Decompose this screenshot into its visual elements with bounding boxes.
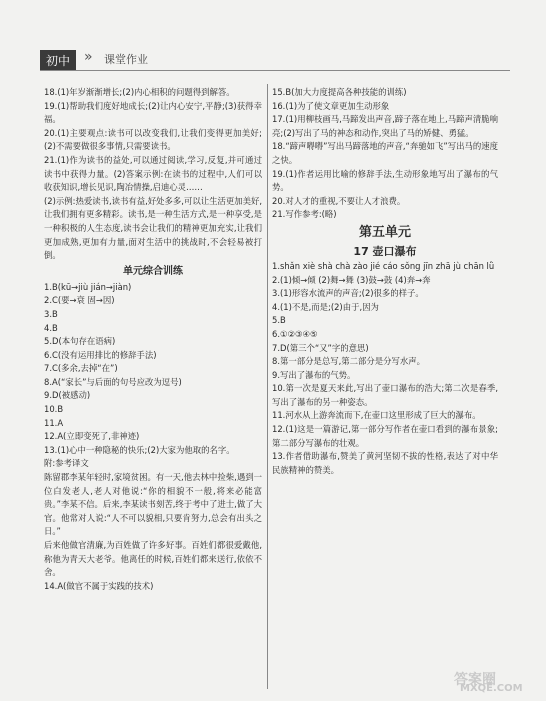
answer-16: 16.(1)为了使文章更加生动形象 <box>272 100 390 111</box>
list-item: 13.作者借助瀑布,赞美了黄河坚韧不拔的性格,表达了对中华民族精神的赞美。 <box>272 451 498 475</box>
column-divider <box>267 84 268 689</box>
watermark-text: 答案圈 <box>454 672 496 688</box>
answer-18: 18.(1)年岁渐渐增长;(2)内心相积的问题得到解答。 <box>44 87 235 97</box>
right-column <box>272 86 498 477</box>
answer-21: 21.(1)作为读书的益处,可以通过阅读,学习,反复,并可通过读书中获得力量。(2)答案示例:在读书的过程中,人们可以收获知识,增长见识,陶冶情操,启迪心灵…… <box>44 154 262 193</box>
list-item: 11.河水从上游奔流而下,在壶口这里形成了巨大的瀑布。 <box>272 410 481 421</box>
header-rule <box>40 70 510 71</box>
list-item: 3.(1)形容水流声的声音;(2)很多的样子。 <box>272 288 424 299</box>
list-item: 7.D(第三个“又”字的意思) <box>272 342 369 353</box>
grade-tag: 初中 <box>40 50 76 71</box>
answer-20: 20.(1)主要观点:读书可以改变我们,让我们变得更加美好;(2)不需要做很多事情,只需要读书。 <box>44 127 262 152</box>
left-column <box>44 86 262 593</box>
list-item: 1.shǎn xiè shà chà zào jié cáo sǒng jīn zhā jù chān lǜ <box>272 260 495 271</box>
list-item: 6.①②③④⑤ <box>272 328 318 339</box>
list-item: 5.D(本句存在语病) <box>44 336 116 347</box>
list-item: 12.(1)这是一篇游记,第一部分写作者在壶口看到的瀑布景象;第二部分写瀑布的壮观。 <box>272 424 498 448</box>
list-item: 4.(1)不是,而是;(2)由于,因为 <box>272 301 379 312</box>
list-item: 13.(1)心中一种隐秘的快乐;(2)大家为他取的名字。 <box>44 444 235 455</box>
list-item: 1.B(kū→jiù jián→jiàn) <box>44 281 132 292</box>
list-item: 5.B <box>272 315 286 326</box>
answer-19: 19.(1)作者运用比喻的修辞手法,生动形象地写出了瀑布的气势。 <box>272 168 498 193</box>
list-item: 9.写出了瀑布的气势。 <box>272 369 356 380</box>
answer-21-example: (2)示例:热爱读书,读书有益,好处多多,可以让生活更加美好,让我们拥有更多精彩。读书,是一种生活方式,是一种享受,是一种积极的人生态度,读书会让我们的精神更加充实,让我们更加成熟,更加有力量,面对生活中的挑战时,不会轻易被打倒。 <box>44 195 262 261</box>
watermark <box>450 669 540 697</box>
list-item: 10.B <box>44 404 64 415</box>
list-item: 3.B <box>44 308 58 319</box>
answer-20: 20.对人才的重视,不要让人才浪费。 <box>272 195 406 206</box>
answer-19: 19.(1)帮助我们度好地成长;(2)让内心安宁,平静;(3)获得幸福。 <box>44 100 262 125</box>
answer-18: 18.“蹄声嘚嘚”写出马蹄落地的声音,“奔驰如飞”写出马的速度之快。 <box>272 141 498 165</box>
list-item: 4.B <box>44 322 58 333</box>
watermark-url: MXQE.COM <box>460 683 523 694</box>
unit-title: 第五单元 <box>358 224 411 240</box>
page-header <box>0 0 546 72</box>
chevron-icon: » <box>84 49 93 65</box>
translation-label: 附:参考译文 <box>44 458 89 469</box>
translation-text: 陈留郡李某年轻时,家境贫困。有一天,他去林中捡柴,遇到一位白发老人,老人对他说:“你的相貌不一般,将来必能富贵。”李某不信。后来,李某读书刻苦,终于考中了进士,做了大官。他常对人说:“人不可以貌相,只要肯努力,总会有出头之日。” <box>44 472 262 537</box>
list-item: 8.A(“家长”与后面的句号应改为逗号) <box>44 376 182 387</box>
list-item: 10.第一次是夏天来此,写出了壶口瀑布的浩大;第二次是春季,写出了瀑布的另一种姿态。 <box>272 383 498 407</box>
answer-17: 17.(1)用柳枝画马,马蹄发出声音,蹄子落在地上,马蹄声清脆响亮;(2)写出了马的神态和动作,突出了马的矫健、勇猛。 <box>272 114 498 138</box>
list-item: 12.A(立即变死了,非神迹) <box>44 431 140 442</box>
list-item: 8.第一部分是总写,第二部分是分写水声。 <box>272 356 426 367</box>
translation-text: 后来他做官清廉,为百姓做了许多好事。百姓们都很爱戴他,称他为青天大老爷。他离任的时候,百姓们都来送行,依依不舍。 <box>44 540 262 578</box>
subject-title: 课堂作业 <box>104 53 148 66</box>
list-item: 2.(1)倾→倾 (2)舞→舞 (3)鼓→鼓 (4)奔→奔 <box>272 274 431 285</box>
section-title: 单元综合训练 <box>123 265 183 277</box>
list-item: 6.C(没有运用排比的修辞手法) <box>44 349 157 360</box>
answer-14: 14.A(做官不属于实践的技术) <box>44 580 154 591</box>
list-item: 7.C(多余,去掉“在”) <box>44 363 118 374</box>
list-item: 11.A <box>44 417 64 428</box>
answer-15: 15.B(加大力度提高各种技能的训练) <box>272 87 407 97</box>
answer-21: 21.写作参考:(略) <box>272 209 337 220</box>
lesson-title: 17 壶口瀑布 <box>353 244 417 258</box>
list-item: 2.C(要→衰 固→因) <box>44 295 115 306</box>
list-item: 9.D(被感动) <box>44 390 91 401</box>
